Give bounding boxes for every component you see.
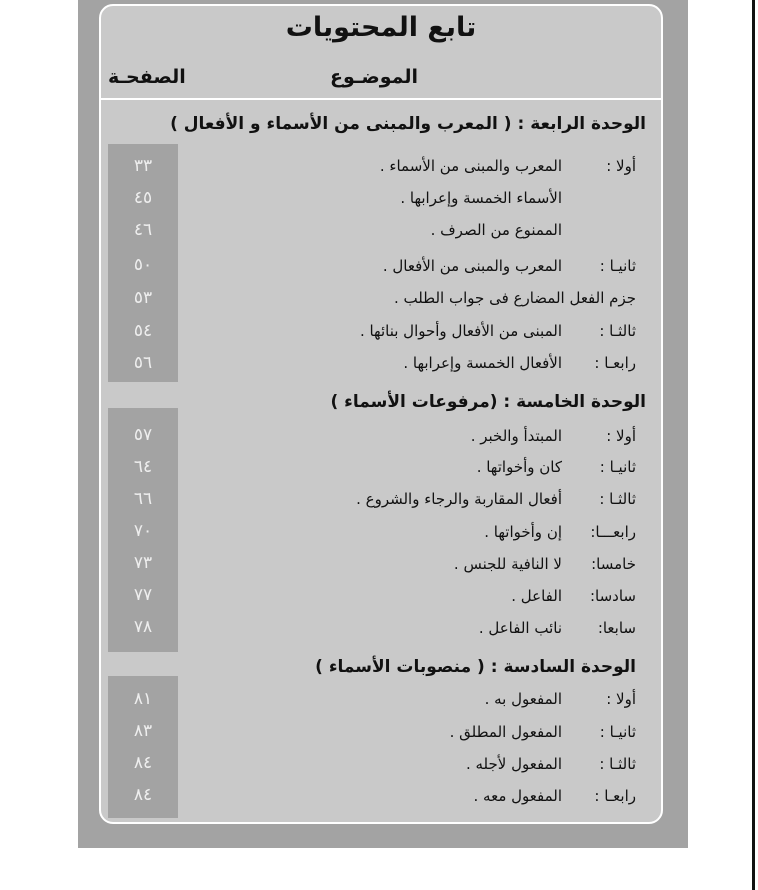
entry-label: ثانيـا : [599, 257, 636, 275]
page-title: تابع المحتويات [285, 12, 477, 43]
entry-text: جزم الفعل المضارع فى جواب الطلب . [393, 289, 636, 307]
page-edge-rule [752, 0, 755, 890]
entry-text: المعرب والمبنى من الأسماء . [379, 157, 562, 175]
entry-text: إن وأخواتها . [484, 523, 562, 541]
entry-text: المبنى من الأفعال وأحوال بنائها . [359, 322, 562, 340]
page-number: ٨٤ [133, 753, 153, 773]
entry-text: المفعول المطلق . [449, 723, 562, 741]
entry-label: رابعـا : [594, 787, 636, 805]
entry-text: لا النافية للجنس . [453, 555, 562, 573]
entry-text: المفعول لأجله . [465, 755, 562, 773]
page-number: ٧٧ [133, 585, 153, 605]
page-number: ٨٣ [133, 721, 153, 741]
page-number: ٤٦ [133, 220, 153, 240]
page-number: ٧٣ [133, 553, 153, 573]
entry-label: أولا : [606, 427, 636, 445]
unit-heading: الوحدة الخامسة : (مرفوعات الأسماء ) [330, 392, 646, 412]
entry-label: ثالثـا : [599, 490, 636, 508]
entry-text: أفعال المقاربة والرجاء والشروع . [356, 490, 562, 508]
entry-label: سادسا: [589, 587, 636, 605]
page-number: ٥٤ [133, 321, 153, 341]
entry-label: ثالثـا : [599, 755, 636, 773]
entry-label: أولا : [606, 690, 636, 708]
entry-label: أولا : [606, 157, 636, 175]
entry-label: رابعـا : [594, 354, 636, 372]
page-number: ٥٣ [133, 288, 153, 308]
page-number: ٥٦ [133, 353, 153, 373]
unit-heading: الوحدة السادسة : ( منصوبات الأسماء ) [315, 657, 636, 677]
header-divider [99, 98, 663, 100]
entry-text: الأفعال الخمسة وإعرابها . [403, 354, 562, 372]
entry-text: كان وأخواتها . [476, 458, 562, 476]
entry-label: خامسا: [591, 555, 636, 573]
page-number: ٤٥ [133, 188, 153, 208]
page-number: ٧٠ [133, 521, 153, 541]
entry-label: سابعا: [597, 619, 636, 637]
page-number: ٥٠ [133, 255, 153, 275]
entry-text: المفعول معه . [473, 787, 562, 805]
entry-label: رابعـــا: [590, 523, 636, 541]
entry-label: ثانيـا : [599, 723, 636, 741]
page-number: ٨١ [133, 689, 153, 709]
page-number: ٥٧ [133, 425, 153, 445]
page-number: ٦٦ [133, 489, 153, 509]
page-number: ٣٣ [133, 156, 153, 176]
entry-label: ثالثـا : [599, 322, 636, 340]
page-number: ٦٤ [133, 457, 153, 477]
entry-text: الفاعل . [511, 587, 562, 605]
entry-text: الممنوع من الصرف . [430, 221, 562, 239]
page-number: ٧٨ [133, 617, 153, 637]
entry-text: الأسماء الخمسة وإعرابها . [400, 189, 562, 207]
entry-label: ثانيـا : [599, 458, 636, 476]
entry-text: المعرب والمبنى من الأفعال . [382, 257, 562, 275]
entry-text: المفعول به . [484, 690, 562, 708]
page-number: ٨٤ [133, 785, 153, 805]
entry-text: المبتدأ والخبر . [470, 427, 562, 445]
subject-column-header: الموضـوع [330, 66, 419, 88]
entry-text: نائب الفاعل . [478, 619, 562, 637]
page-column-header: الصفحـة [108, 66, 186, 88]
unit-heading: الوحدة الرابعة : ( المعرب والمبنى من الأسماء و الأفعال ) [170, 114, 646, 134]
